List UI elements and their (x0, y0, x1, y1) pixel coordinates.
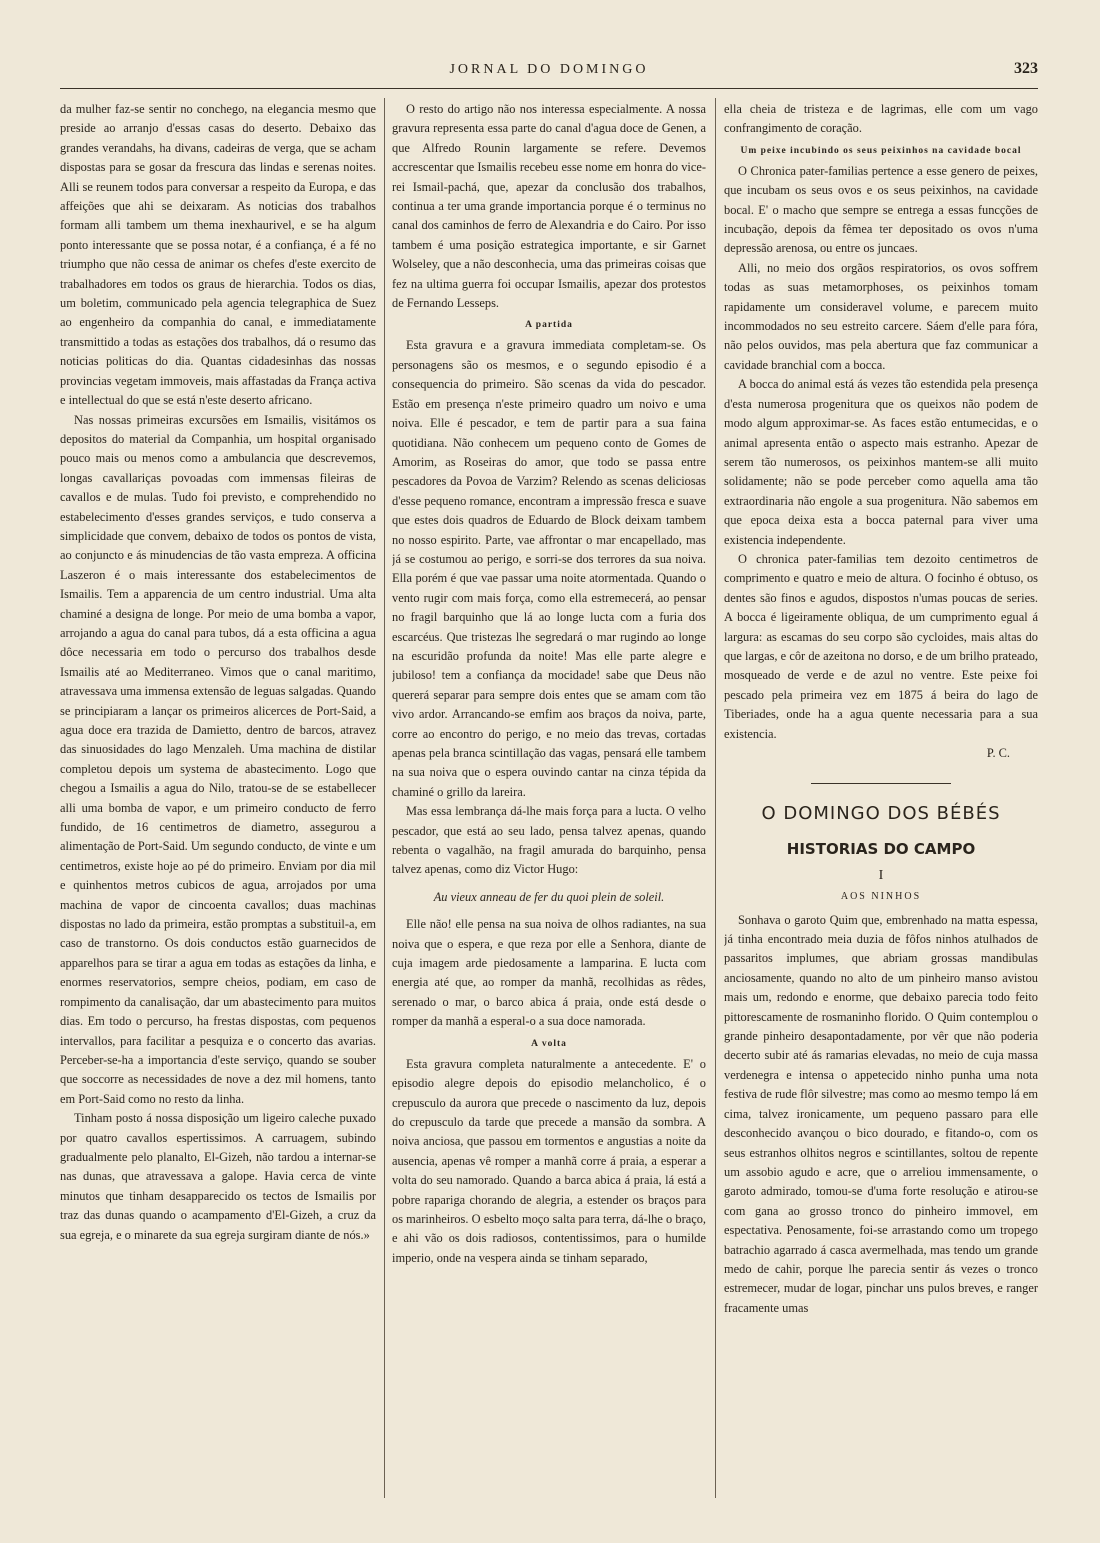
paragraph: O resto do artigo não nos interessa especialmente. A nossa gravura representa essa parte do canal d'agua doce de Genen, a que Alfredo Rounin largamente se refere. Devemos accrescentar que Ismailis recebeu esse nome em honra do vice-rei Ismail-pachá, que, apezar da conclusão dos trabalhos, continua a ter uma grande importancia porque é o terminus no canal dos caminhos de ferro de Alexandria e do Cairo. Por isso tambem é uma posição estrategica importante, e sir Garnet Wolseley, que a não desconhecia, uma das primeiras coisas que fez na ultima guerra foi occupar Ismailis, apezar dos protestos de Fernando Lesseps. (392, 102, 706, 311)
paragraph: Esta gravura completa naturalmente a antecedente. E' o episodio alegre depois do episodio melancholico, é o crepusculo da aurora que precede o nascimento da luz, depois do crepusculo da tarde que precede a mansão da sombra. A noiva anciosa, que passou em tormentos e angustias a noite da ausencia, apenas vê romper a manhã corre á praia, a esperar a volta do seu namorado. Quando a barca abica á praia, lá está a pobre rapariga chorando de alegria, a estender os braços para os marinheiros. O esbelto moço salta para terra, dá-lhe o braço, e ahi vão os dois radiosos, contentissimos, para o humilde imperio, onde na vespera ainda se tinham separado, (392, 1056, 706, 1265)
column-divider-2 (715, 98, 716, 1498)
column-3 (724, 100, 1038, 1510)
paragraph: Alli, no meio dos orgãos respiratorios, os ovos soffrem todas as suas metamorphoses, os peixinhos tomam rapidamente um consideravel volume, e parecem muito incommodados no seu estreito carcere. Sáem d'elle para fóra, não pelos ouvidos, mas pela abertura que faz communicar a cavidade branchial com a bocca. (724, 260, 1038, 372)
chapter-number: I (878, 867, 884, 883)
paragraph: Elle não! elle pensa na sua noiva de olhos radiantes, na sua noiva que o espera, e que reza por elle a Senhora, diante de cuja imagem arde piedosamente a lamparina. E lucta com energia até que, ao romper da manhã, recolhidas as rêdes, serenado o mar, o barco abica á praia, onde está desde o romper da manhã a esperal-o a sua doce namorada. (392, 917, 706, 1029)
subheading-a-volta: A volta (531, 1038, 567, 1049)
paragraph: A bocca do animal está ás vezes tão estendida pela presença d'esta numerosa progenitura que os queixos não podem de modo algum approximar-se. As faces estão entumecidas, e o animal apresenta então o aspecto mais estranho. Apezar de serem tão numerosos, os peixinhos mantem-se alli muito solidamente; não se pode perceber como aquella ama tão extraordinaria não engole a sua progenitura. Não sabemos em que epoca deixa esta a bocca paternal para viver uma existencia independente. (724, 377, 1038, 547)
section-title: O DOMINGO DOS BÉBÉS (761, 803, 1001, 825)
verse-quote: Au vieux anneau de fer du quoi plein de soleil. (433, 889, 665, 904)
paragraph: Tinham posto á nossa disposição um ligeiro caleche puxado por quatro cavallos espertissimos. A carruagem, subindo gradualmente pelo planalto, El-Gizeh, não tardou a internar-se nas dunas, que atravessava a galope. Havia cerca de vinte minutos que tinham desapparecido os tectos de Ismailis por traz das dunas quando o acampamento d'El-Gizeh, a cruz da sua egreja, e o minarete da sua egreja surgiram diante de nós.» (60, 1111, 376, 1242)
journal-title: JORNAL DO DOMINGO (449, 62, 649, 77)
column-2 (392, 100, 706, 1510)
column-1 (60, 100, 376, 1510)
section-separator (811, 783, 951, 784)
paragraph: ella cheia de tristeza e de lagrimas, elle com um vago confrangimento de coração. (724, 102, 1038, 136)
paragraph: Esta gravura e a gravura immediata completam-se. Os personagens são os mesmos, e o segundo episodio é a consequencia do primeiro. São scenas da vida do pescador. Estão em presença n'este primeiro quadro um noivo e uma noiva. Elle é pescador, e tem de partir para a sua faina quotidiana. Não conhecem um pequeno conto de Gomes de Amorim, as Roseiras do amor, que todo se passa entre pescadores da Povoa de Varzim? Relendo as scenas deliciosas d'esse pequeno romance, encontram a impressão fresca e suave que estes dois quadros de Eduardo de Block deixam tambem no nosso espirito. Parte, vae affrontar o mar encapellado, mas já se costumou ao perigo, e sorri-se dos terrores da sua noiva. Ella porém é que vae passar uma noite atormentada. Quando o vento rugir com mais força, como ella estremecerá, ao pensar no fragil barquinho que lá ao longe lucta com a furia dos escarcéus. Que tristezas lhe segredará o mar rugindo ao longe na escuridão profunda da noite! Mas elle parte alegre e jubiloso! tem a confiança da mocidade! sabe que Deus não quererá separar para sempre dois entes que se amam com tão vivo ardor. Arrancando-se emfim aos braços da noiva, parte, corre ao encontro do perigo, e no meio das trevas, cortadas apenas pela branca scintillação das vagas, pensará elle tambem na sua noiva que o espera ouvindo cantar na cinza tépida da chaminé o grillo da lareira. (392, 338, 706, 799)
paragraph: O Chronica pater-familias pertence a esse genero de peixes, que incubam os seus ovos e os seus peixinhos, na cavidade bocal. E' o macho que sempre se entrega a essas funcções de incubação, depois da fêmea ter depositado os ovos n'uma depressão arenosa, ou entre os juncaes. (724, 163, 1038, 256)
subheading-peixe: Um peixe incubindo os seus peixinhos na cavidade bocal (740, 145, 1022, 156)
paragraph: O chronica pater-familias tem dezoito centimetros de comprimento e quatro e meio de altura. O focinho é obtuso, os dentes são finos e agudos, dispostos n'umas poucas de series. A bocca é ligeiramente obliqua, de um cumprimento egual á largura: as escamas do seu corpo são cycloides, mais altas do que largas, e côr de azeitona no dorso, e de um brilho prateado, mosqueado de verde e de azul no ventre. Este peixe foi pescado pela primeira vez em 1875 á beira do lago de Tiberiades, onde ha a agua quente necessaria para a sua existencia. (724, 551, 1038, 741)
paragraph: Mas essa lembrança dá-lhe mais força para a lucta. O velho pescador, que está ao seu lado, pensa talvez apenas, quando rebenta o vagalhão, na fragil amurada do barquinho, pensa talvez apenas, como diz Victor Hugo: (392, 804, 706, 877)
page-header (60, 60, 1038, 84)
subheading-a-partida: A partida (525, 320, 573, 331)
paragraph: da mulher faz-se sentir no conchego, na elegancia mesmo que preside ao arranjo d'essas casas do deserto. Debaixo das grandes verandahs, ha divans, cadeiras de verga, que se acham dispostas para se gosar da frescura das lindas e serenas noites. Alli se reunem todos para conversar a respeito da Europa, e das affeições que ahi se deixaram. As noticias dos trabalhos formam alli tambem um thema inexhaurivel, e se ha algum ponto interessante que se possa notar, é a confiança, é a fé no triumpho que não cessa de animar os chefes d'este exercito de trabalhadores em todos os graus de hierarchia. Todos os dias, um boletim, communicado pela agencia telegraphica de Suez ao engenheiro da companhia do canal, e immediatamente transmittido a todas as estações dos trabalhos, dá o resumo das noticias politicas do dia. Quantas cidadesinhas das nossas provincias vegetam immoveis, mais affastadas da França activa e intellectual do que se está n'este deserto africano. (60, 102, 376, 408)
paragraph: Nas nossas primeiras excursões em Ismailis, visitámos os depositos do material da Companhia, um hospital organisado pouco mais ou menos como a ambulancia que descrevemos, longas cavallariças povoadas com immensas fileiras de cavallos e de mulas. Tudo foi previsto, e comprehendido no estabelecimento d'esses grandes serviços, e tudo conserva a simplicidade que convem, debaixo de todos os pontos de vista, ao conjuncto e ás minudencias de tão vasta empreza. A officina Laszeron é o mais interessante dos estabelecimentos de Ismailis. Tem a apparencia de um centro industrial. Uma alta chaminé a designa de longe. Por meio de uma bomba a vapor, arrojando a agua do canal para tubos, dá a esta officina a agua dôce necessaria em todo o percurso dos trabalhos desde Ismailis até ao Mediterraneo. Vimos que o canal maritimo, atravessava uma immensa extensão de leguas salgadas. Quando se principiaram a lançar os primeiros alicerces de Port-Said, a agua doce era trazida de Damietto, dentro de barcos, atravez das sinuosidades do lago Menzaleh. Uma machina de distilar completou depois um systema de abastecimento. Logo que chegou a Ismailis a agua do Nilo, tratou-se de se estabellecer alli uma bomba de vapor, e um primeiro conducto de ferro fundido, de 16 centimetros de diametro, assegurou a alimentação de Port-Said. Um segundo conducto, de vinte e um centimetros, existe hoje ao pé do primeiro. Enviam por dia mil e quinhentos metros cubicos de agua, arrojados por uma machina de vapor de cincoenta cavallos; duas machinas dispostas no lado da primeira, estão promptas a substituil-a, em caso de transtorno. Os dois conductos estão guarnecidos de apparelhos para se tirar a agua em todas as estações da linha, e enormes reservatorios, sempre cheios, podiam, em caso de rompimento da canalisação, dar um abastecimento para muitos dias. Em todo o percurso, ha frestas dispostas, com pequenos intervallos, para facilitar a pesquiza e o concerto das avarias. Perceber-se-ha a importancia d'este serviço, quando se souber que soccorre as necessidades de nove a dez mil homens, tanto em Port-Said como no resto da linha. (60, 412, 376, 1106)
chapter-title: AOS NINHOS (840, 891, 922, 903)
section-subtitle: HISTORIAS DO CAMPO (786, 840, 976, 859)
column-divider-1 (384, 98, 385, 1498)
header-rule (60, 88, 1038, 89)
paragraph: Sonhava o garoto Quim que, embrenhado na matta espessa, já tinha encontrado meia duzia de fôfos ninhos atulhados de passaritos implumes, que abriam grossas mandibulas anciosamente, quando no alto de um pinheiro manso avistou mais um, redondo e enorme, que debaixo parecia todo feito pittorescamente de rosmaninho florido. O Quim contemplou o grande pinheiro desapontadamente, por vêr que não poderia decerto subir até ás ramarias elevadas, no meio de cuja massa verdenegra e intensa o appetecido ninho punha uma nota festiva de rude flôr silvestre; mas como ao mesmo tempo lá em cima, talvez ironicamente, um pequeno passaro para elle desconhecido avançou o bico dourado, e fitando-o, com os seus estranhos olhitos negros e scintillantes, soltou de repente um assobio agudo e acre, que o arreliou immensamente, o garoto admirado, tomou-se d'uma forte resolução e atirou-se com gana ao grosso tronco do pinheiro immovel, em espectativa. Penosamente, foi-se arrastando como um tropego batrachio agarrado á casca avermelhada, mas tendo um grande medo de cahir, porque lhe parecia sentir ás vezes o tronco estremecer, mudar de logar, pinchar uns pulos breves, e ranger fracamente umas (724, 912, 1038, 1315)
author-signature: P. C. (986, 746, 1010, 760)
page-number: 323 (1014, 60, 1038, 77)
